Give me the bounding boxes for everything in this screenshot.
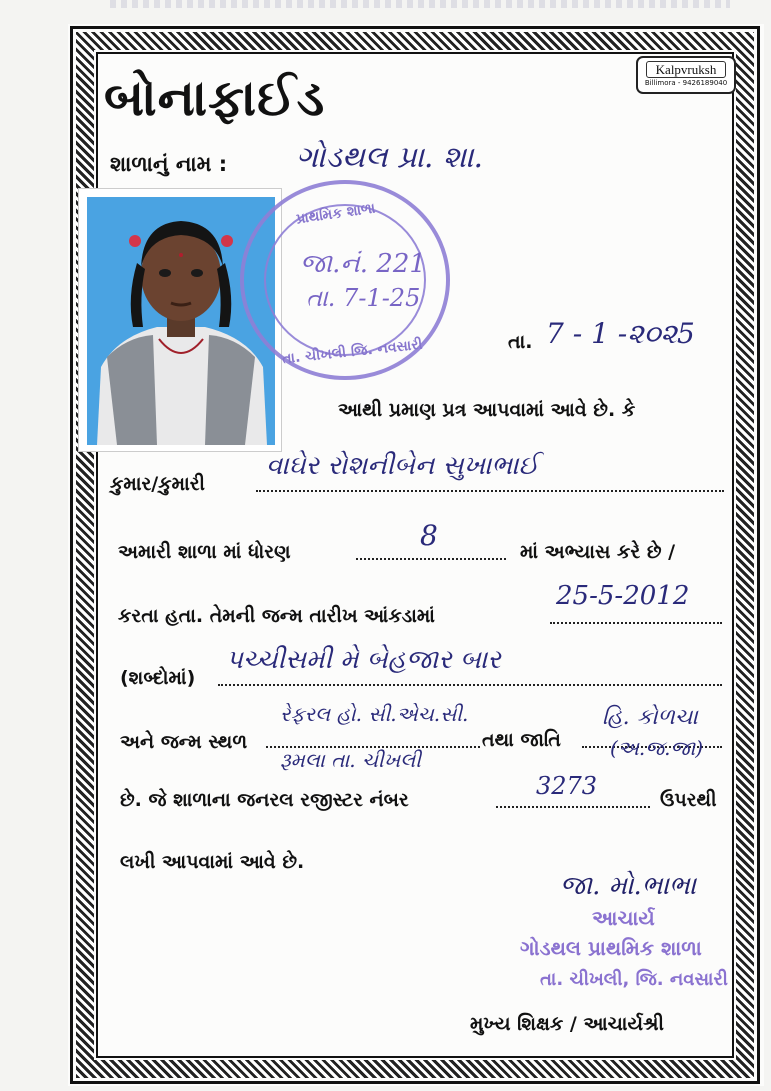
student-dotted-line — [256, 490, 724, 492]
register-dotted-line — [496, 806, 650, 808]
stamp-bottom-text: તા. ચીખલી જિ. નવસારી — [281, 336, 424, 368]
dob-words-label: (શબ્દોમાં) — [120, 667, 196, 689]
student-portrait-icon — [87, 197, 275, 445]
logo-sub: Billimora - 9426189040 — [644, 79, 728, 87]
standard-suffix: માં અભ્યાસ કરે છે / — [520, 541, 676, 563]
dob-dotted-line — [550, 622, 722, 624]
stamp-number: જા.નં. 221 — [300, 249, 426, 279]
dob-value: 25-5-2012 — [556, 581, 690, 611]
stamp-top-text: પ્રાથમિક શાળા — [295, 200, 377, 228]
dob-words-value: પચ્ચીસમી મે બેહજાર બાર — [226, 645, 501, 675]
pencil-marks — [110, 0, 730, 8]
intro-text: આથી પ્રમાણ પ્રત્ર આપવામાં આવે છે. કે — [338, 399, 636, 421]
caste-label: તથા જાતિ — [482, 729, 561, 751]
date-value: 7 - 1 -૨૦૨5 — [546, 317, 695, 350]
stamp-date: તા. 7-1-25 — [306, 284, 421, 312]
signature-school: ગોડથલ પ્રાથમિક શાળા — [520, 936, 702, 960]
principal-signature: જા. મો.ભાભા — [560, 871, 697, 901]
dob-words-dotted-line — [218, 684, 722, 686]
caste-value-2: (અ.જ.જા) — [610, 736, 704, 760]
register-value: 3273 — [536, 772, 598, 800]
standard-value: 8 — [420, 519, 438, 552]
register-label: છે. જે શાળાના જનરલ રજીસ્ટર નંબર — [120, 789, 409, 811]
date-label: તા. — [508, 331, 533, 353]
closing-text: લખી આપવામાં આવે છે. — [120, 851, 305, 873]
standard-label: અમારી શાળા માં ધોરણ — [118, 541, 291, 563]
school-name-value: ગોડથલ પ્રા. શા. — [296, 140, 484, 175]
student-name: વાઘેર રોશનીબેન સુખાભાઈ — [266, 451, 539, 481]
signature-designation: મુખ્ય શિક્ષક / આચાર્યશ્રી — [470, 1013, 664, 1035]
register-suffix: ઉપરથી — [660, 789, 717, 811]
birthplace-value-2: રૂમલા તા. ચીખલી — [280, 748, 422, 772]
birthplace-value-1: રેફરલ હો. સી.એચ.સી. — [280, 702, 469, 726]
caste-value-1: હિ. કોળચા — [602, 705, 698, 730]
standard-dotted-line — [356, 558, 506, 560]
school-stamp — [240, 180, 450, 380]
printer-logo — [636, 56, 736, 94]
birthplace-label: અને જન્મ સ્થળ — [120, 731, 248, 753]
dob-label: કરતા હતા. તેમની જન્મ તારીખ આંકડામાં — [118, 605, 435, 627]
stamp-inner-ring — [264, 204, 426, 356]
school-name-label: શાળાનું નામ : — [110, 152, 228, 176]
signature-title: આચાર્ય — [592, 906, 655, 930]
signature-place: તા. ચીખલી, જિ. નવસારી — [540, 969, 728, 990]
certificate-title: બોનાફાઈડ — [104, 69, 326, 127]
logo-name: Kalpvruksh — [646, 61, 726, 78]
student-label: કુમાર/કુમારી — [110, 473, 205, 495]
